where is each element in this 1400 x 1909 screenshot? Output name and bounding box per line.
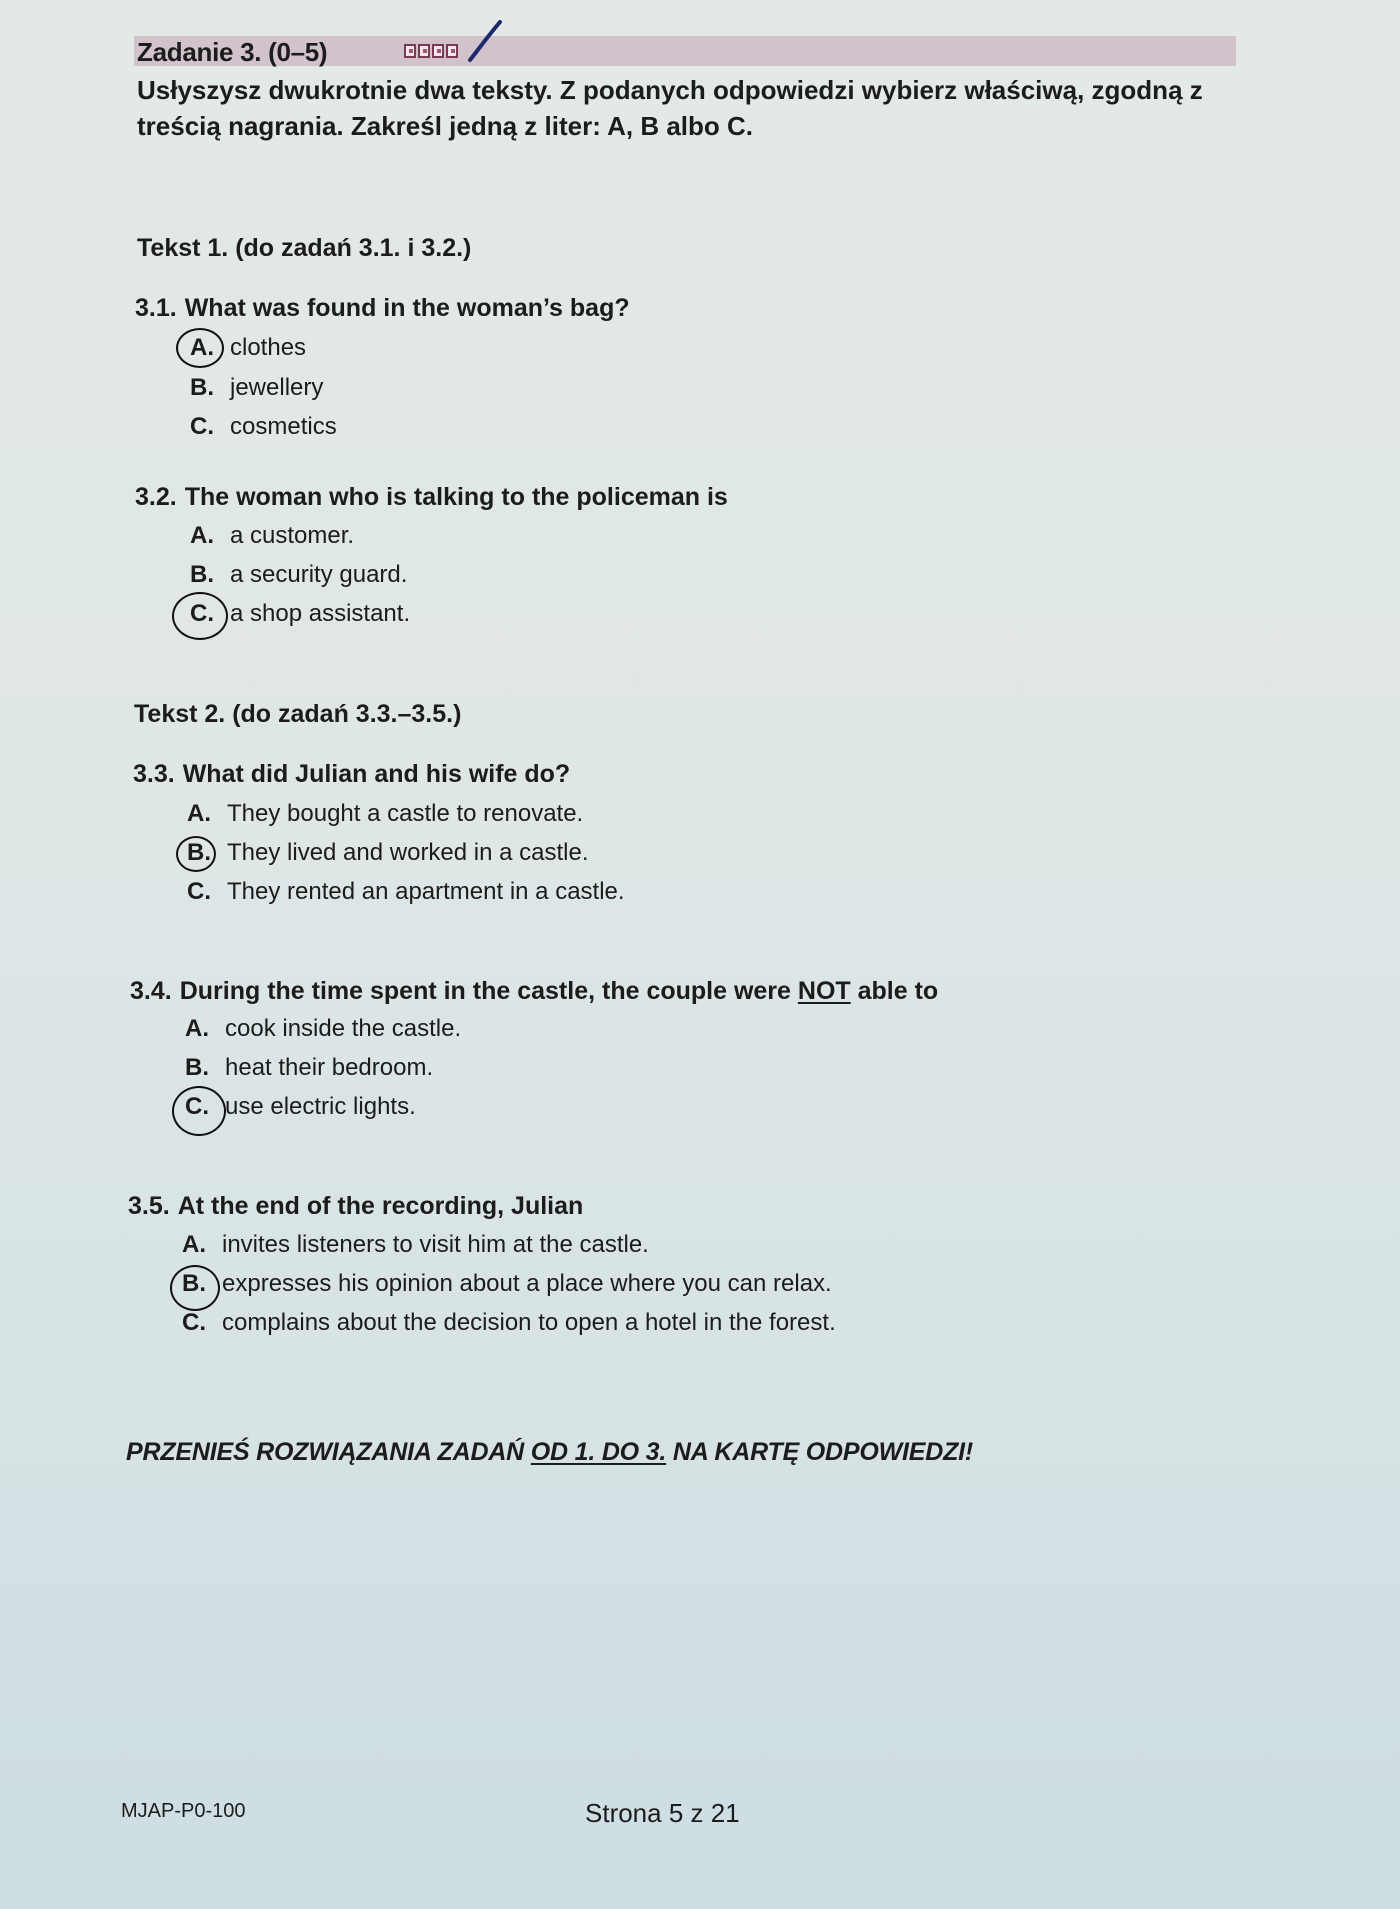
option-letter: B. xyxy=(185,1054,209,1081)
option-text: cook inside the castle. xyxy=(225,1015,462,1042)
option-3-4-a[interactable] xyxy=(185,1014,461,1044)
question-3-2 xyxy=(135,482,728,512)
option-text: cosmetics xyxy=(230,413,337,440)
option-text: complains about the decision to open a hotel in the forest. xyxy=(222,1309,836,1336)
option-letter: A. xyxy=(185,1015,209,1042)
question-number: 3.4. xyxy=(130,977,172,1005)
option-letter: B. xyxy=(182,1270,206,1297)
question-text: What did Julian and his wife do? xyxy=(182,760,571,788)
question-text: The woman who is talking to the policeman is xyxy=(184,483,728,511)
option-3-5-c[interactable] xyxy=(182,1308,836,1338)
option-letter: A. xyxy=(190,334,214,361)
score-boxes-icon xyxy=(404,44,458,58)
option-text: expresses his opinion about a place where you can relax. xyxy=(222,1270,832,1297)
option-letter: A. xyxy=(187,800,211,827)
option-3-4-b[interactable] xyxy=(185,1053,433,1083)
score-box xyxy=(446,44,458,58)
question-3-4 xyxy=(130,976,938,1006)
option-text: a shop assistant. xyxy=(230,600,411,627)
task-title: Zadanie 3. (0–5) xyxy=(137,37,328,67)
question-number: 3.1. xyxy=(135,294,177,322)
option-letter: C. xyxy=(190,413,214,440)
option-letter: C. xyxy=(182,1309,206,1336)
question-number: 3.2. xyxy=(135,483,177,511)
handwritten-circle-mark xyxy=(170,1265,220,1311)
option-text: invites listeners to visit him at the castle. xyxy=(222,1231,649,1258)
question-text: What was found in the woman’s bag? xyxy=(184,294,630,322)
page-number: Strona 5 z 21 xyxy=(585,1798,740,1828)
option-3-2-a[interactable] xyxy=(190,521,354,551)
option-letter: A. xyxy=(190,522,214,549)
option-text: use electric lights. xyxy=(225,1093,416,1120)
option-text: jewellery xyxy=(230,374,324,401)
handwritten-circle-mark xyxy=(172,592,228,640)
option-text: clothes xyxy=(230,334,307,361)
question-text-emphasis: NOT xyxy=(797,977,851,1005)
task-instruction: Usłyszysz dwukrotnie dwa teksty. Z podanych odpowiedzi wybierz właściwą, zgodną z treścią nagrania. Zakreśl jedną z liter: A, B albo C. xyxy=(137,75,1203,141)
question-3-3 xyxy=(133,759,570,789)
option-letter: C. xyxy=(187,878,211,905)
question-text-after: able to xyxy=(850,977,939,1005)
option-letter: B. xyxy=(187,839,211,866)
question-text-before: During the time spent in the castle, the couple were xyxy=(179,977,798,1005)
text-1-heading: Tekst 1. (do zadań 3.1. i 3.2.) xyxy=(137,234,472,262)
transfer-note-before: PRZENIEŚ ROZWIĄZANIA ZADAŃ xyxy=(126,1438,531,1466)
option-text: They lived and worked in a castle. xyxy=(227,839,589,866)
option-letter: B. xyxy=(190,374,214,401)
handwritten-circle-mark xyxy=(176,836,216,872)
transfer-note-emphasis: OD 1. DO 3. xyxy=(530,1438,667,1466)
score-box xyxy=(432,44,444,58)
option-3-3-b[interactable] xyxy=(187,838,589,868)
option-letter: B. xyxy=(190,561,214,588)
question-number: 3.3. xyxy=(133,760,175,788)
option-text: They rented an apartment in a castle. xyxy=(227,878,625,905)
option-text: They bought a castle to renovate. xyxy=(227,800,584,827)
handwritten-circle-mark xyxy=(172,1086,226,1136)
question-number: 3.5. xyxy=(128,1192,170,1220)
option-text: a security guard. xyxy=(230,561,408,588)
option-3-5-a[interactable] xyxy=(182,1230,649,1260)
pen-check-icon xyxy=(468,20,502,64)
option-text: a customer. xyxy=(230,522,355,549)
transfer-answers-note xyxy=(126,1436,973,1468)
option-3-5-b[interactable] xyxy=(182,1269,832,1299)
option-3-2-b[interactable] xyxy=(190,560,407,590)
transfer-note-after: NA KARTĘ ODPOWIEDZI! xyxy=(666,1438,974,1466)
question-3-5 xyxy=(128,1191,583,1221)
option-letter: C. xyxy=(185,1093,209,1120)
option-letter: A. xyxy=(182,1231,206,1258)
handwritten-circle-mark xyxy=(176,328,224,368)
score-box xyxy=(404,44,416,58)
option-3-3-c[interactable] xyxy=(187,877,625,907)
score-box xyxy=(418,44,430,58)
option-text: heat their bedroom. xyxy=(225,1054,434,1081)
exam-code: MJAP-P0-100 xyxy=(121,1800,246,1822)
question-text: At the end of the recording, Julian xyxy=(177,1192,584,1220)
option-3-3-a[interactable] xyxy=(187,799,583,829)
option-letter: C. xyxy=(190,600,214,627)
text-2-heading: Tekst 2. (do zadań 3.3.–3.5.) xyxy=(134,700,462,728)
option-3-1-b[interactable] xyxy=(190,373,323,403)
option-3-1-c[interactable] xyxy=(190,412,337,442)
question-3-1 xyxy=(135,293,630,323)
